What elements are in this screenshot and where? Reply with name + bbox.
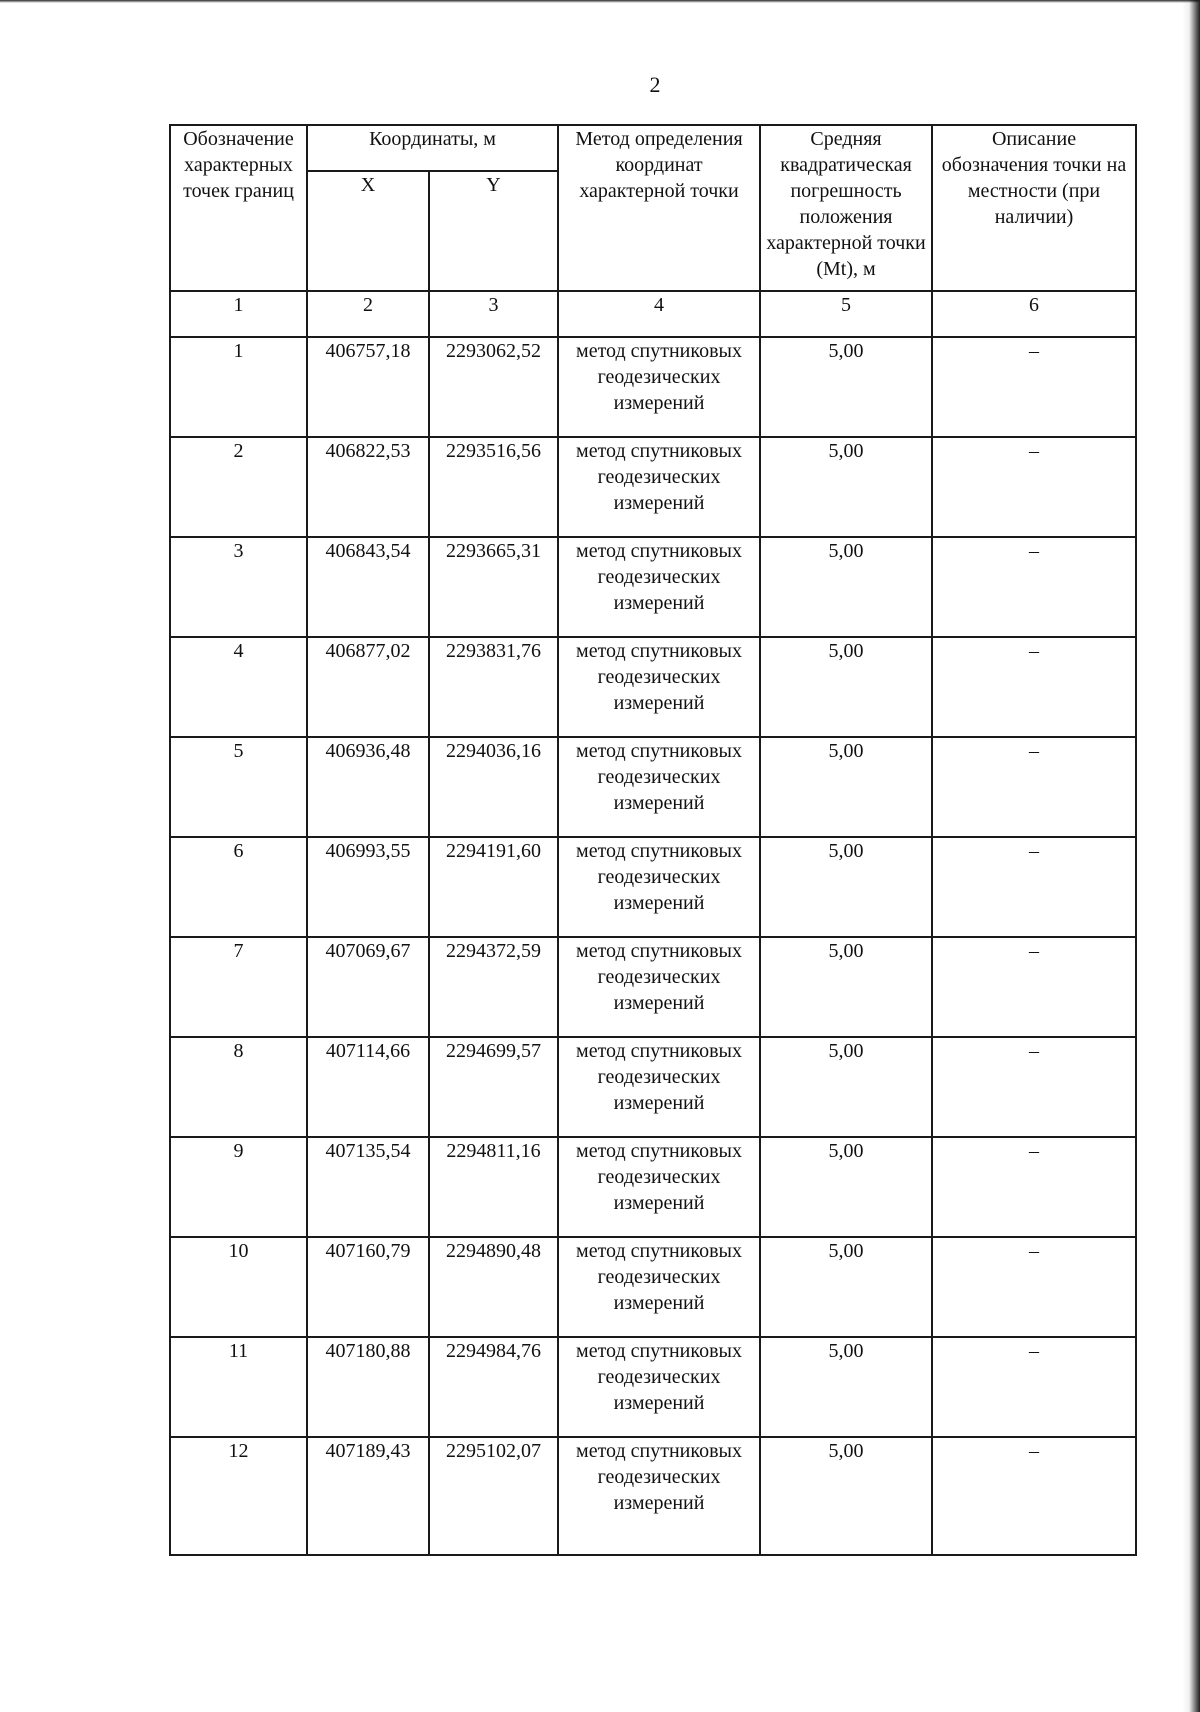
error-cell: 5,00: [760, 637, 932, 737]
method-cell: метод спутниковых геодезических измерений: [558, 937, 760, 1037]
error-cell: 5,00: [760, 1037, 932, 1137]
point-designation-cell: 7: [170, 937, 307, 1037]
column-numbers-row: [170, 291, 1136, 337]
header-method: Метод определения координат характерной точки: [558, 125, 760, 291]
coordinate-y-cell: 2294890,48: [429, 1237, 558, 1337]
table-row: [170, 537, 1136, 637]
error-cell: 5,00: [760, 837, 932, 937]
method-cell: метод спутниковых геодезических измерений: [558, 1337, 760, 1437]
coordinate-x-cell: 407114,66: [307, 1037, 429, 1137]
coordinate-y-cell: 2293062,52: [429, 337, 558, 437]
description-cell: –: [932, 737, 1136, 837]
description-cell: –: [932, 1237, 1136, 1337]
point-designation-cell: 11: [170, 1337, 307, 1437]
coordinate-x-cell: 407069,67: [307, 937, 429, 1037]
point-designation-cell: 10: [170, 1237, 307, 1337]
description-cell: –: [932, 1037, 1136, 1137]
table-row: [170, 637, 1136, 737]
method-cell: метод спутниковых геодезических измерений: [558, 537, 760, 637]
method-cell: метод спутниковых геодезических измерений: [558, 737, 760, 837]
coordinate-x-cell: 406936,48: [307, 737, 429, 837]
coordinate-y-cell: 2293665,31: [429, 537, 558, 637]
coordinate-x-cell: 406757,18: [307, 337, 429, 437]
coordinates-table: [169, 124, 1137, 1556]
table-row: [170, 337, 1136, 437]
coordinate-x-cell: 407135,54: [307, 1137, 429, 1237]
method-cell: метод спутниковых геодезических измерений: [558, 337, 760, 437]
error-cell: 5,00: [760, 537, 932, 637]
coordinate-x-cell: 407180,88: [307, 1337, 429, 1437]
error-cell: 5,00: [760, 1437, 932, 1555]
table-row: [170, 937, 1136, 1037]
column-number: 4: [558, 291, 760, 337]
table-row: [170, 1337, 1136, 1437]
coordinate-y-cell: 2293831,76: [429, 637, 558, 737]
header-designation: Обозначение характерных точек границ: [170, 125, 307, 291]
header-row: [170, 125, 1136, 171]
description-cell: –: [932, 437, 1136, 537]
description-cell: –: [932, 637, 1136, 737]
error-cell: 5,00: [760, 1237, 932, 1337]
description-cell: –: [932, 1137, 1136, 1237]
coordinate-y-cell: 2294036,16: [429, 737, 558, 837]
coordinate-y-cell: 2294372,59: [429, 937, 558, 1037]
coordinate-x-cell: 406843,54: [307, 537, 429, 637]
error-cell: 5,00: [760, 1337, 932, 1437]
method-cell: метод спутниковых геодезических измерений: [558, 837, 760, 937]
column-number: 2: [307, 291, 429, 337]
point-designation-cell: 2: [170, 437, 307, 537]
header-y: Y: [429, 171, 558, 291]
coordinate-x-cell: 407160,79: [307, 1237, 429, 1337]
method-cell: метод спутниковых геодезических измерений: [558, 1437, 760, 1555]
point-designation-cell: 3: [170, 537, 307, 637]
coordinate-y-cell: 2293516,56: [429, 437, 558, 537]
table-row: [170, 1237, 1136, 1337]
table-row: [170, 837, 1136, 937]
scan-edge-right: [1182, 0, 1200, 1712]
error-cell: 5,00: [760, 437, 932, 537]
error-cell: 5,00: [760, 1137, 932, 1237]
coordinate-y-cell: 2295102,07: [429, 1437, 558, 1555]
point-designation-cell: 5: [170, 737, 307, 837]
description-cell: –: [932, 837, 1136, 937]
error-cell: 5,00: [760, 737, 932, 837]
page-number: 2: [649, 72, 661, 97]
description-cell: –: [932, 1437, 1136, 1555]
error-cell: 5,00: [760, 337, 932, 437]
description-cell: –: [932, 537, 1136, 637]
coordinate-y-cell: 2294191,60: [429, 837, 558, 937]
method-cell: метод спутниковых геодезических измерений: [558, 1037, 760, 1137]
header-x: X: [307, 171, 429, 291]
point-designation-cell: 6: [170, 837, 307, 937]
method-cell: метод спутниковых геодезических измерений: [558, 637, 760, 737]
description-cell: –: [932, 937, 1136, 1037]
header-description: Описание обозначения точки на местности (при наличии): [932, 125, 1136, 291]
coordinate-x-cell: 406822,53: [307, 437, 429, 537]
coordinate-x-cell: 406993,55: [307, 837, 429, 937]
table-row: [170, 1137, 1136, 1237]
point-designation-cell: 1: [170, 337, 307, 437]
coordinate-y-cell: 2294984,76: [429, 1337, 558, 1437]
column-number: 3: [429, 291, 558, 337]
column-number: 5: [760, 291, 932, 337]
coordinate-y-cell: 2294811,16: [429, 1137, 558, 1237]
table-row: [170, 737, 1136, 837]
table-row: [170, 437, 1136, 537]
method-cell: метод спутниковых геодезических измерений: [558, 1237, 760, 1337]
method-cell: метод спутниковых геодезических измерений: [558, 437, 760, 537]
method-cell: метод спутниковых геодезических измерений: [558, 1137, 760, 1237]
column-number: 6: [932, 291, 1136, 337]
header-coordinates: Координаты, м: [307, 125, 558, 171]
scan-edge-top: [0, 0, 1200, 3]
description-cell: –: [932, 337, 1136, 437]
point-designation-cell: 4: [170, 637, 307, 737]
coordinate-x-cell: 406877,02: [307, 637, 429, 737]
point-designation-cell: 8: [170, 1037, 307, 1137]
point-designation-cell: 12: [170, 1437, 307, 1555]
column-number: 1: [170, 291, 307, 337]
table-row: [170, 1437, 1136, 1555]
error-cell: 5,00: [760, 937, 932, 1037]
point-designation-cell: 9: [170, 1137, 307, 1237]
description-cell: –: [932, 1337, 1136, 1437]
coordinate-x-cell: 407189,43: [307, 1437, 429, 1555]
coordinate-y-cell: 2294699,57: [429, 1037, 558, 1137]
table-row: [170, 1037, 1136, 1137]
header-error: Средняя квадратическая погрешность положения характерной точки (Mt), м: [760, 125, 932, 291]
